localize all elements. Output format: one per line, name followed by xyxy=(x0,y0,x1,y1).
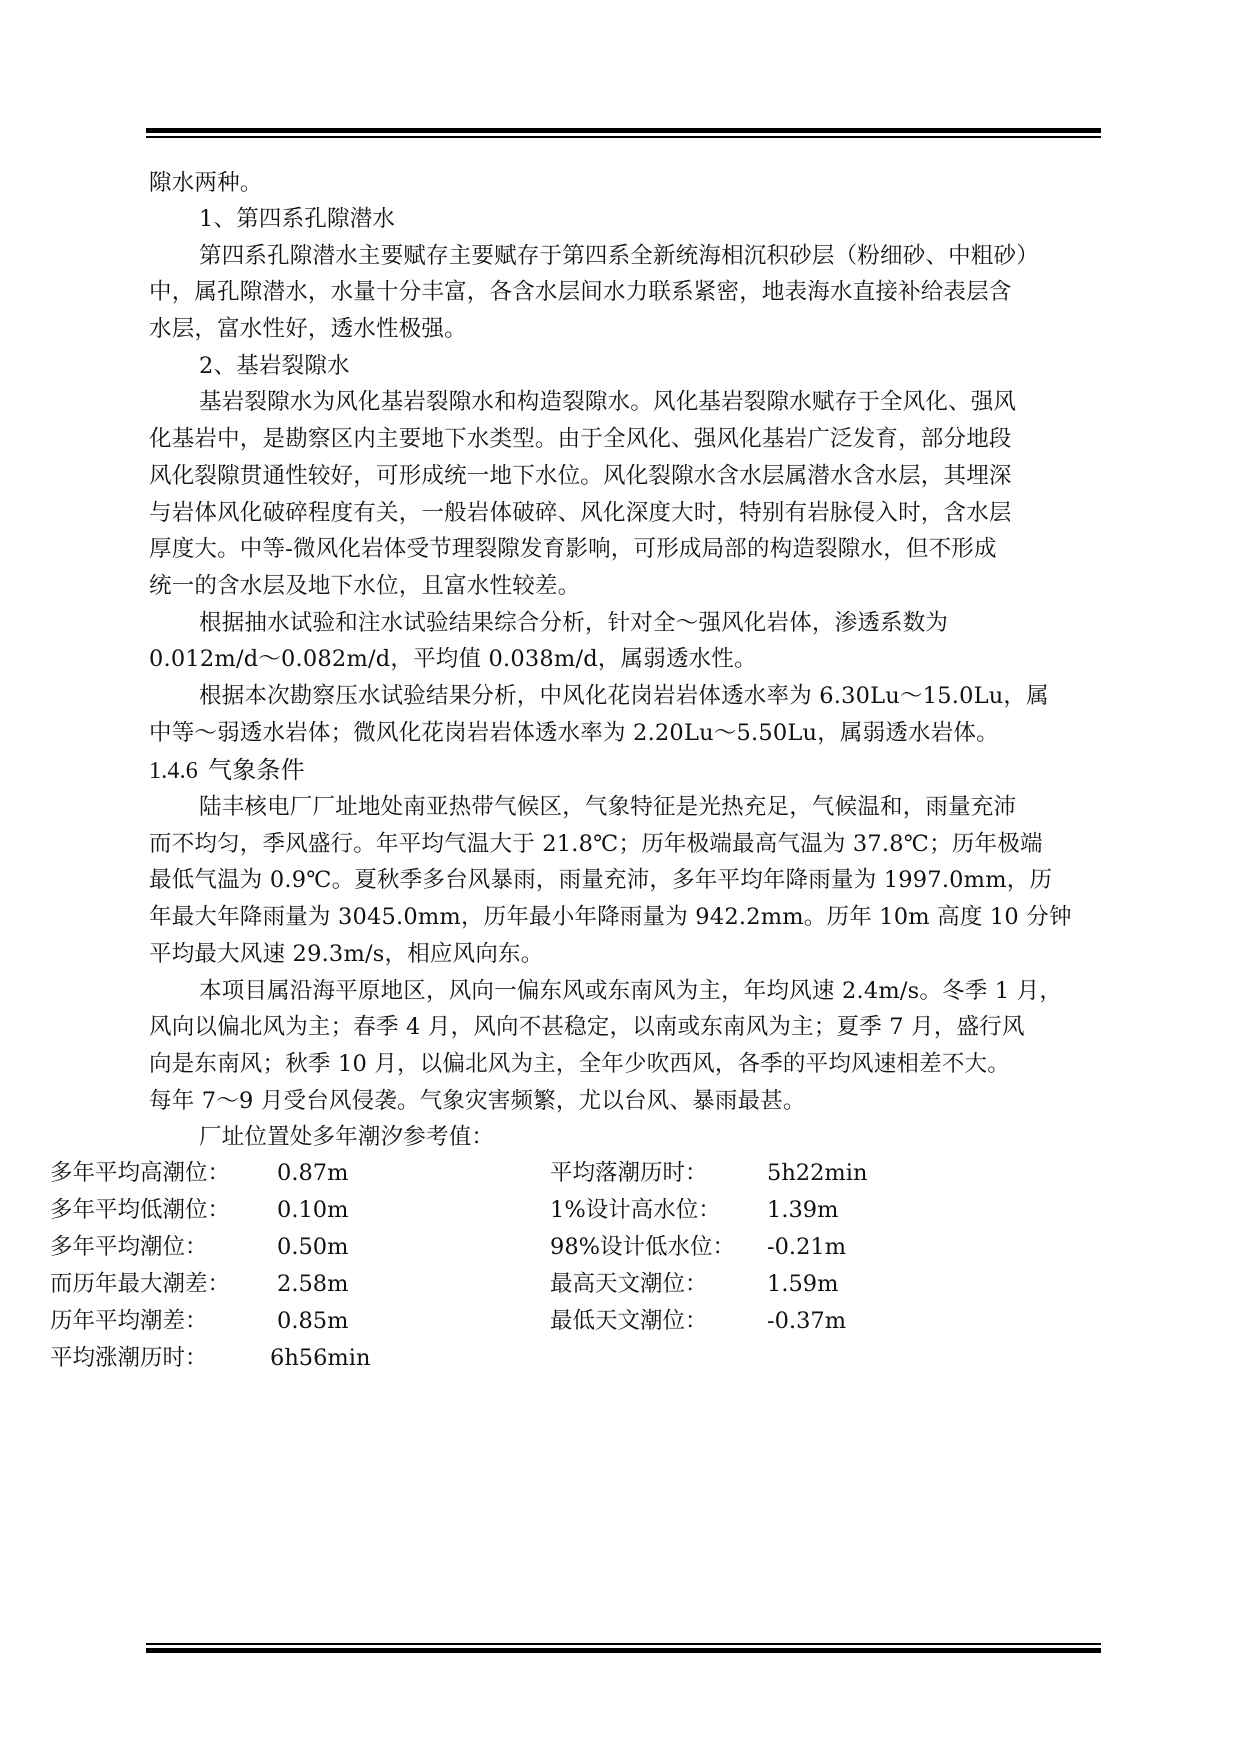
table-row xyxy=(50,1158,950,1188)
tide-value: -0.37m xyxy=(767,1308,847,1334)
paragraph-line: 统一的含水层及地下水位，且富水性较差。 xyxy=(149,573,581,599)
table-row xyxy=(50,1269,950,1299)
tide-label: 1%设计高水位： xyxy=(550,1197,721,1223)
paragraph-line: 风化裂隙贯通性较好，可形成统一地下水位。风化裂隙水含水层属潜水含水层，其埋深 xyxy=(149,463,1012,489)
paragraph-line: 基岩裂隙水为风化基岩裂隙水和构造裂隙水。风化基岩裂隙水赋存于全风化、强风 xyxy=(199,389,1017,415)
paragraph-line: 根据抽水试验和注水试验结果综合分析，针对全～强风化岩体，渗透系数为 xyxy=(199,610,949,636)
footer-rule xyxy=(146,1643,1101,1653)
tide-value: 0.10m xyxy=(277,1197,349,1223)
tide-label: 多年平均低潮位： xyxy=(50,1197,231,1223)
paragraph-line: 隙水两种。 xyxy=(149,170,263,196)
paragraph-line: 根据本次勘察压水试验结果分析，中风化花岗岩岩体透水率为 6.30Lu～15.0Lu，属 xyxy=(199,683,1049,709)
table-row xyxy=(50,1232,950,1262)
paragraph-line: 本项目属沿海平原地区，风向一偏东风或东南风为主，年均风速 2.4m/s。冬季 1 月， xyxy=(199,978,1063,1004)
paragraph-line: 风向以偏北风为主；春季 4 月，风向不甚稳定，以南或东南风为主；夏季 7 月，盛行风 xyxy=(149,1014,1025,1040)
tide-value: 5h22min xyxy=(767,1160,868,1186)
tide-label: 98%设计低水位： xyxy=(550,1234,736,1260)
tide-value: -0.21m xyxy=(767,1234,847,1260)
table-row xyxy=(50,1195,950,1225)
tide-value: 1.39m xyxy=(767,1197,839,1223)
paragraph-line: 向是东南风；秋季 10 月，以偏北风为主，全年少吹西风，各季的平均风速相差不大。 xyxy=(149,1051,1010,1077)
paragraph-line: 厂址位置处多年潮汐参考值： xyxy=(199,1124,495,1150)
paragraph-line: 最低气温为 0.9℃。夏秋季多台风暴雨，雨量充沛，多年平均年降雨量为 1997.0mm，历 xyxy=(149,867,1053,893)
paragraph-line: 水层，富水性好，透水性极强。 xyxy=(149,316,467,342)
paragraph-line: 中等～弱透水岩体；微风化花岗岩岩体透水率为 2.20Lu～5.50Lu，属弱透水岩体。 xyxy=(149,720,999,746)
paragraph-line: 平均最大风速 29.3m/s，相应风向东。 xyxy=(149,941,544,967)
paragraph-line: 每年 7～9 月受台风侵袭。气象灾害频繁，尤以台风、暴雨最甚。 xyxy=(149,1088,806,1114)
tide-value: 0.87m xyxy=(277,1160,349,1186)
subheading-phreatic: 1、第四系孔隙潜水 xyxy=(199,206,396,232)
tide-label: 历年平均潮差： xyxy=(50,1308,208,1334)
tide-value: 0.50m xyxy=(277,1234,349,1260)
paragraph-line: 而不均匀，季风盛行。年平均气温大于 21.8℃；历年极端最高气温为 37.8℃；历年极端 xyxy=(149,831,1043,857)
tide-label: 平均涨潮历时： xyxy=(50,1345,208,1371)
section-title: 气象条件 xyxy=(208,756,305,784)
section-heading xyxy=(149,754,305,787)
subheading-bedrock: 2、基岩裂隙水 xyxy=(199,353,350,379)
section-number: 1.4.6 xyxy=(149,758,198,784)
paragraph-line: 中，属孔隙潜水，水量十分丰富，各含水层间水力联系紧密，地表海水直接补给表层含 xyxy=(149,279,1012,305)
tide-label: 而历年最大潮差： xyxy=(50,1271,231,1297)
header-rule xyxy=(146,128,1101,138)
paragraph-line: 年最大年降雨量为 3045.0mm，历年最小年降雨量为 942.2mm。历年 10m 高度 10 分钟 xyxy=(149,904,1072,930)
tide-value: 1.59m xyxy=(767,1271,839,1297)
tide-value: 6h56min xyxy=(270,1345,371,1371)
tide-value: 2.58m xyxy=(277,1271,349,1297)
table-row xyxy=(50,1306,950,1336)
tide-value: 0.85m xyxy=(277,1308,349,1334)
paragraph-line: 与岩体风化破碎程度有关，一般岩体破碎、风化深度大时，特别有岩脉侵入时，含水层 xyxy=(149,500,1012,526)
paragraph-line: 陆丰核电厂厂址地处南亚热带气候区，气象特征是光热充足，气候温和，雨量充沛 xyxy=(199,794,1017,820)
paragraph-line: 厚度大。中等-微风化岩体受节理裂隙发育影响，可形成局部的构造裂隙水，但不形成 xyxy=(149,536,997,562)
tide-label: 多年平均高潮位： xyxy=(50,1160,231,1186)
paragraph-line: 第四系孔隙潜水主要赋存主要赋存于第四系全新统海相沉积砂层（粉细砂、中粗砂） xyxy=(199,243,1039,269)
paragraph-line: 0.012m/d～0.082m/d，平均值 0.038m/d，属弱透水性。 xyxy=(149,646,757,672)
tide-label: 平均落潮历时： xyxy=(550,1160,708,1186)
tide-label: 多年平均潮位： xyxy=(50,1234,208,1260)
table-row xyxy=(50,1343,950,1373)
paragraph-line: 化基岩中，是勘察区内主要地下水类型。由于全风化、强风化基岩广泛发育，部分地段 xyxy=(149,426,1012,452)
tide-label: 最低天文潮位： xyxy=(550,1308,708,1334)
tide-label: 最高天文潮位： xyxy=(550,1271,708,1297)
